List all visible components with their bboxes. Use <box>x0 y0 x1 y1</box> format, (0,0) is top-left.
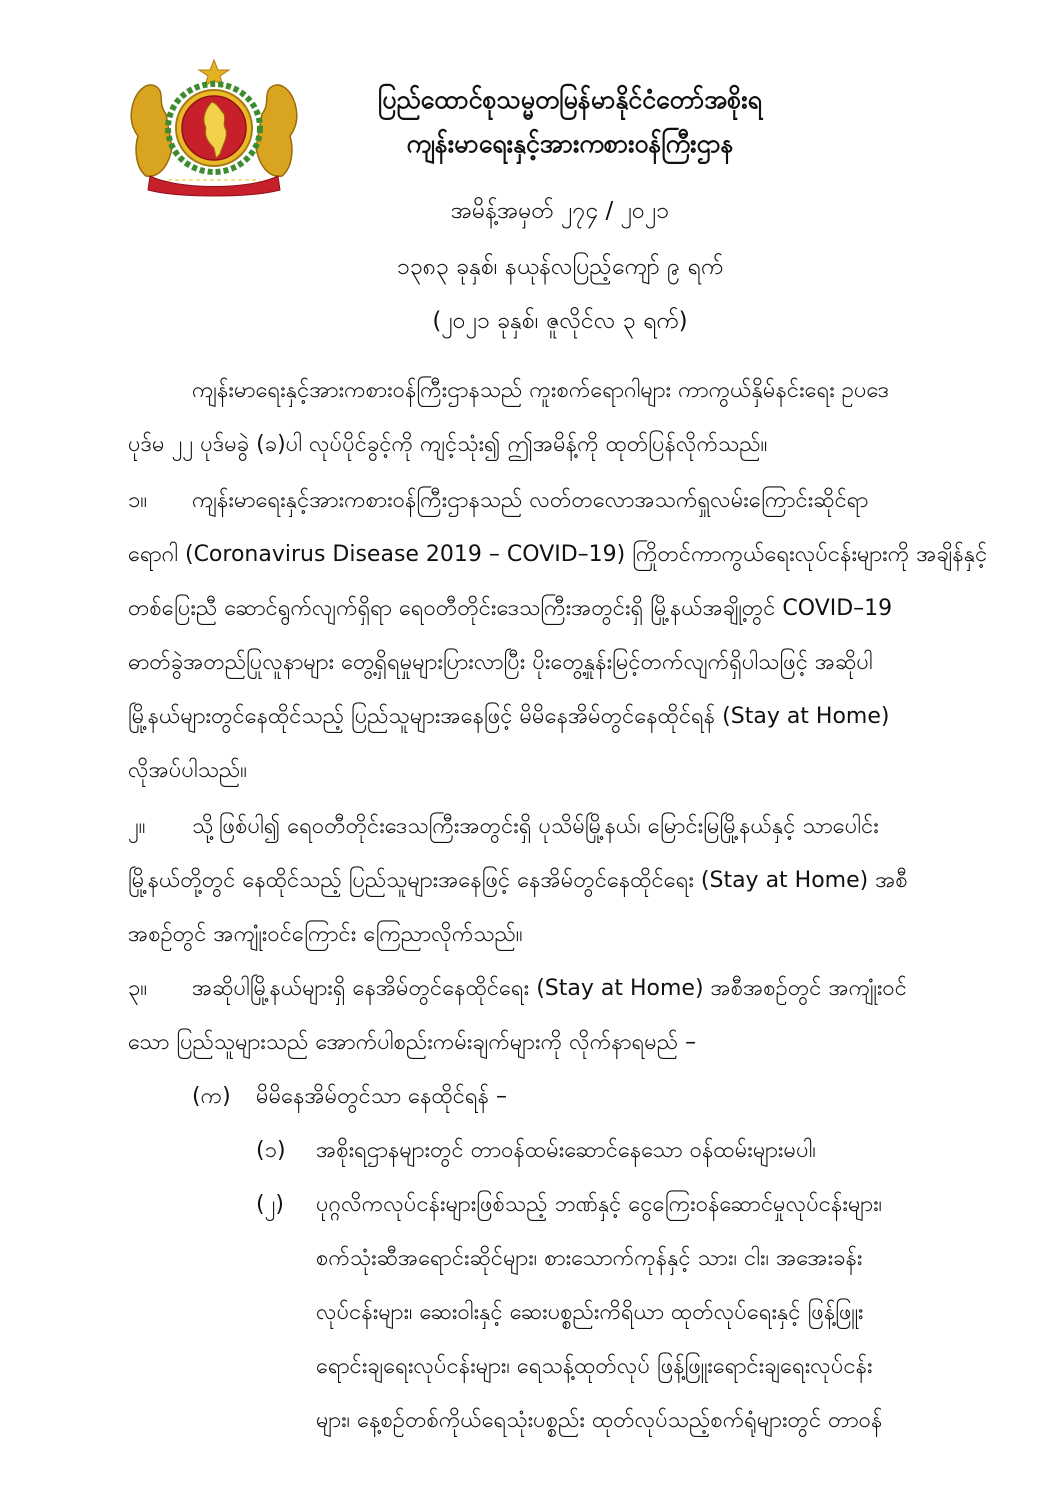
subsection-label: (က) <box>192 1084 231 1109</box>
paragraph-line: မြို့နယ်များတွင်နေထိုင်သည့် ပြည်သူများအနေဖြင့် မိမိနေအိမ်တွင်နေထိုင်ရန် (Stay at Home) <box>128 704 890 729</box>
paragraph-line: ဓာတ်ခွဲအတည်ပြုလူနာများ တွေ့ရှိရမှုများပြားလာပြီး ပိုးတွေ့နှုန်းမြင့်တက်လျက်ရှိပါသဖြင့် အဆိုပါ <box>128 650 873 675</box>
item-line: ပုဂ္ဂလိကလုပ်ငန်းများဖြစ်သည့် ဘဏ်နှင့် ငွေကြေးဝန်ဆောင်မှုလုပ်ငန်းများ၊ <box>316 1192 883 1217</box>
item-line: စက်သုံးဆီအရောင်းဆိုင်များ၊ စားသောက်ကုန်နှင့် သား၊ ငါး၊ အအေးခန်း <box>316 1246 863 1271</box>
paragraph-line: သော ပြည်သူများသည် အောက်ပါစည်းကမ်းချက်များကို လိုက်နာရမည် – <box>128 1030 697 1055</box>
subsection-text: မိမိနေအိမ်တွင်သာ နေထိုင်ရန် – <box>256 1084 507 1109</box>
item-text: အစိုးရဌာနများတွင် တာဝန်ထမ်းဆောင်နေသော ဝန်ထမ်းများမပါ၊ <box>316 1138 816 1163</box>
paragraph-line: ရောဂါ (Coronavirus Disease 2019 – COVID–19) ကြိုတင်ကာကွယ်ရေးလုပ်ငန်းများကို အချိန်နှင့် <box>128 542 988 567</box>
myanmar-date: ၁၃၈၃ ခုနှစ်၊ နယုန်လပြည့်ကျော် ၉ ရက် <box>396 254 724 280</box>
item-line: လုပ်ငန်းများ၊ ဆေးဝါးနှင့် ဆေးပစ္စည်းကိရိယာ ထုတ်လုပ်ရေးနှင့် ဖြန့်ဖြူး <box>316 1300 864 1325</box>
paragraph-line: လိုအပ်ပါသည်။ <box>128 758 247 783</box>
paragraph-number: ၃။ <box>128 976 148 1001</box>
item-line: ရောင်းချရေးလုပ်ငန်းများ၊ ရေသန့်ထုတ်လုပ် ဖြန့်ဖြူးရောင်းချရေးလုပ်ငန်း <box>316 1354 873 1379</box>
item-line: များ၊ နေ့စဉ်တစ်ကိုယ်ရေသုံးပစ္စည်း ထုတ်လုပ်သည့်စက်ရုံများတွင် တာဝန် <box>316 1408 883 1433</box>
ministry-heading: ကျန်းမာရေးနှင့်အားကစားဝန်ကြီးဌာန <box>406 129 734 158</box>
paragraph-line: အဆိုပါမြို့နယ်များရှိ နေအိမ်တွင်နေထိုင်ရေး (Stay at Home) အစီအစဉ်တွင် အကျုံးဝင် <box>192 976 907 1001</box>
paragraph-line: တစ်ပြေးညီ ဆောင်ရွက်လျက်ရှိရာ ရေဝတီတိုင်းဒေသကြီးအတွင်းရှိ မြို့နယ်အချို့တွင် COVID–19 <box>128 596 893 621</box>
state-seal-emblem <box>128 58 300 198</box>
paragraph-line: ကျန်းမာရေးနှင့်အားကစားဝန်ကြီးဌာနသည် လတ်တလောအသက်ရှူလမ်းကြောင်းဆိုင်ရာ <box>192 488 869 513</box>
gregorian-date: (၂၀၂၁ ခုနှစ်၊ ဇူလိုင်လ ၃ ရက်) <box>432 308 688 334</box>
paragraph-line: သို့ဖြစ်ပါ၍ ရေဝတီတိုင်းဒေသကြီးအတွင်းရှိ ပုသိမ်မြို့နယ်၊ မြောင်းမြမြို့နယ်နှင့် သာပေါင်း <box>192 814 879 839</box>
government-heading: ပြည်ထောင်စုသမ္မတမြန်မာနိုင်ငံတော်အစိုးရ <box>378 85 762 114</box>
paragraph-line: မြို့နယ်တို့တွင် နေထိုင်သည့် ပြည်သူများအနေဖြင့် နေအိမ်တွင်နေထိုင်ရေး (Stay at Home) အစီ <box>128 868 908 893</box>
intro-line: ကျန်းမာရေးနှင့်အားကစားဝန်ကြီးဌာနသည် ကူးစက်ရောဂါများ ကာကွယ်နှိမ်နင်းရေး ဥပဒေ <box>192 378 890 403</box>
paragraph-number: ၂။ <box>128 814 146 839</box>
item-label: (၂) <box>256 1192 284 1217</box>
intro-line: ပုဒ်မ ၂၂ ပုဒ်မခွဲ (ခ)ပါ လုပ်ပိုင်ခွင့်ကို ကျင့်သုံး၍ ဤအမိန့်ကို ထုတ်ပြန်လိုက်သည်။ <box>128 432 768 457</box>
item-label: (၁) <box>256 1138 286 1163</box>
paragraph-line: အစဉ်တွင် အကျုံးဝင်ကြောင်း ကြေညာလိုက်သည်။ <box>128 922 523 947</box>
paragraph-number: ၁။ <box>128 488 148 513</box>
order-number: အမိန့်အမှတ် ၂၇၄ / ၂၀၂၁ <box>450 198 670 224</box>
